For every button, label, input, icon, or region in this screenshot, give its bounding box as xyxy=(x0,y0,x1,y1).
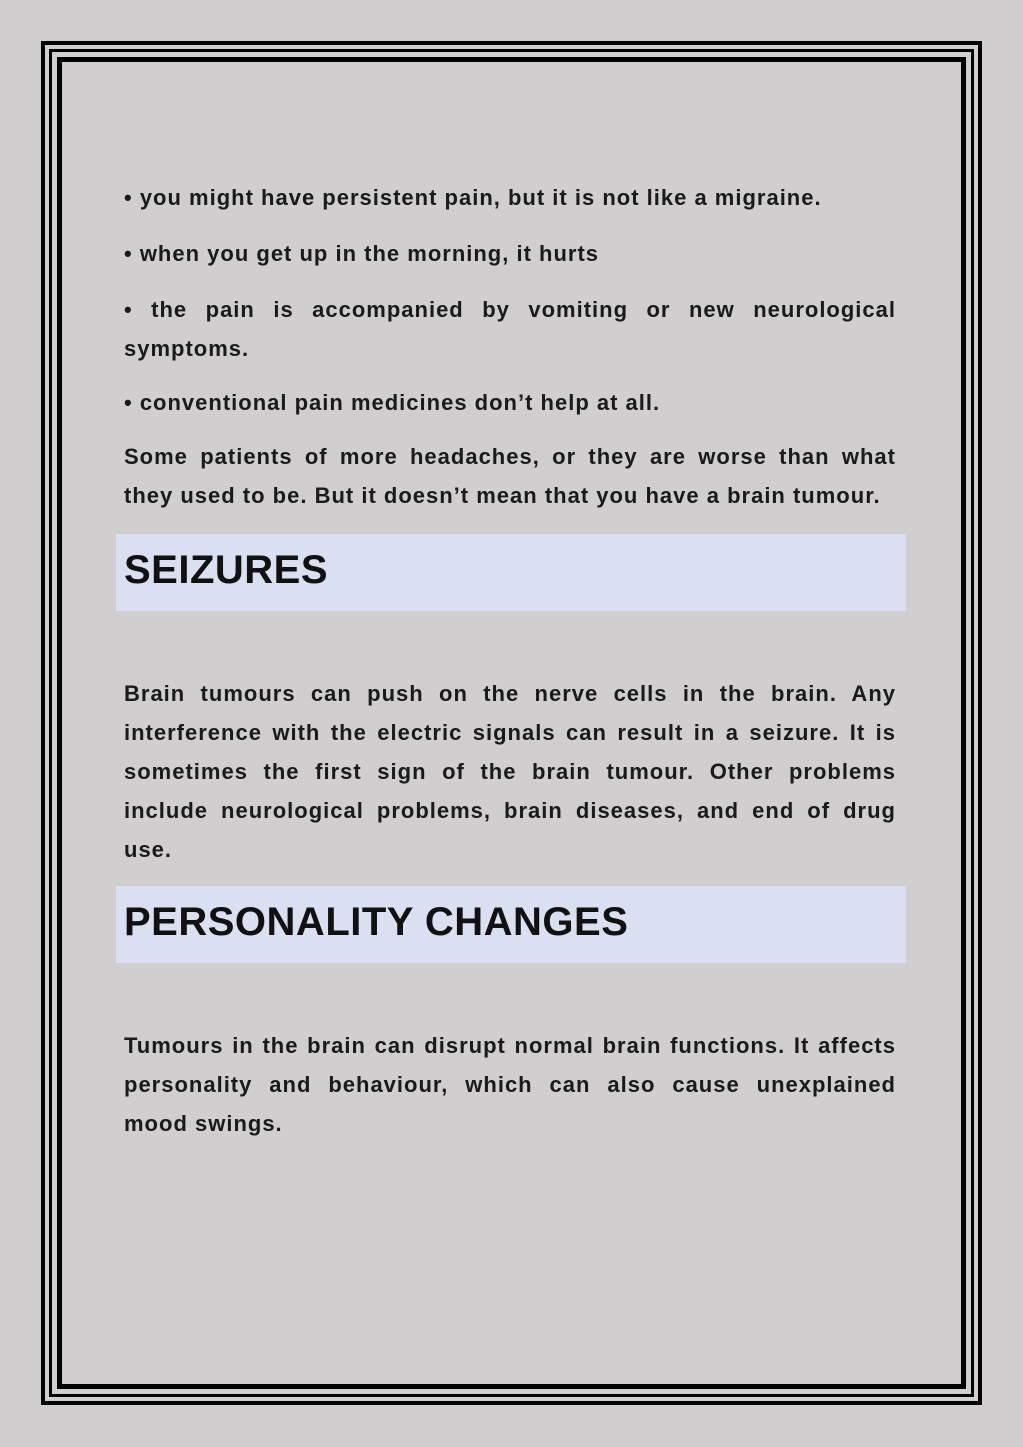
section-heading-seizures xyxy=(116,534,906,611)
bullet-item: • when you get up in the morning, it hurts xyxy=(124,241,600,266)
bullet-item: • the pain is accompanied by vomiting or new neurological symptoms. xyxy=(124,297,896,361)
section-heading-text: PERSONALITY CHANGES xyxy=(124,900,629,944)
section-body-personality-changes: Tumours in the brain can disrupt normal brain functions. It affects personality and behaviour, which can also cause unexplained mood swings. xyxy=(124,1033,896,1136)
bullet-item: • conventional pain medicines don’t help at all. xyxy=(124,390,661,415)
section-heading-personality-changes xyxy=(116,886,906,963)
bullet-item: • you might have persistent pain, but it is not like a migraine. xyxy=(124,185,822,210)
page-content xyxy=(124,178,896,1162)
section-heading-text: SEIZURES xyxy=(124,548,329,592)
section-body-seizures: Brain tumours can push on the nerve cells in the brain. Any interference with the electric signals can result in a seizure. It is sometimes the first sign of the brain tumour. Other problems include neurological problems, brain diseases, and end of drug use. xyxy=(124,681,896,862)
intro-paragraph: Some patients of more headaches, or they are worse than what they used to be. But it doesn’t mean that you have a brain tumour. xyxy=(124,444,896,508)
